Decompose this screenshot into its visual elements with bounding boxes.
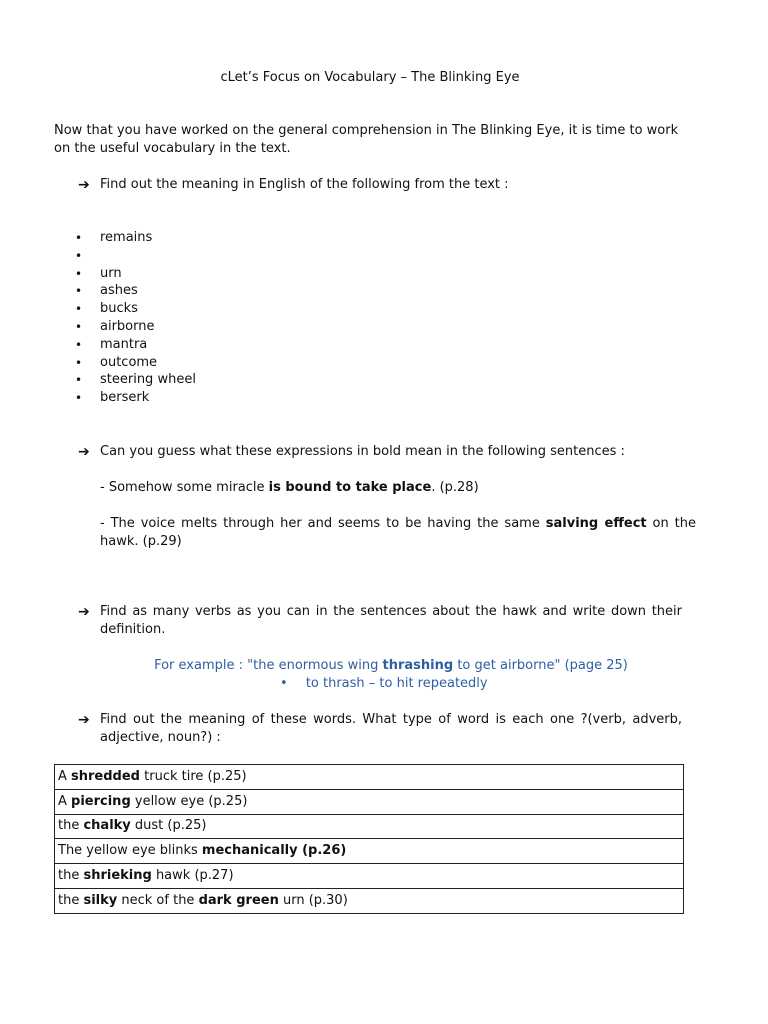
- cell-text: truck tire (p.25): [140, 768, 247, 784]
- cell-text: dust (p.25): [130, 818, 207, 834]
- bullet-icon: •: [280, 676, 288, 691]
- intro-paragraph: Now that you have worked on the general comprehension in The Blinking Eye, it is time to work on the useful vocabulary in the text.: [54, 123, 679, 156]
- bullet-icon: •: [75, 231, 83, 245]
- bold-expression: is bound to take place: [268, 480, 432, 495]
- definition-text: to thrash – to hit repeatedly: [305, 676, 488, 691]
- bold-word: silky: [83, 892, 118, 908]
- task-guess-expressions: [78, 443, 678, 461]
- bullet-icon: •: [75, 337, 83, 352]
- table-cell: [55, 888, 684, 913]
- arrow-right-icon: ➔: [78, 177, 90, 193]
- table-cell: [55, 839, 684, 864]
- example-text: For example : "the enormous wing: [154, 658, 383, 673]
- example-definition: [280, 675, 488, 693]
- cell-text: A: [58, 793, 72, 809]
- cell-text: the: [58, 818, 84, 834]
- task-word-types: [78, 711, 682, 747]
- vocabulary-word: ashes: [100, 283, 138, 299]
- bullet-icon: •: [75, 248, 83, 263]
- arrow-right-icon: ➔: [78, 712, 90, 728]
- vocabulary-word: outcome: [100, 354, 158, 370]
- cell-text: the: [58, 892, 84, 908]
- vocabulary-word: steering wheel: [100, 372, 196, 388]
- sentence-text: . (p.28): [431, 480, 479, 495]
- example-sentence-2: [100, 515, 696, 551]
- bold-word: dark green: [198, 892, 279, 908]
- table-cell: [55, 789, 684, 814]
- vocabulary-word: bucks: [100, 301, 138, 317]
- vocabulary-word: airborne: [100, 318, 155, 334]
- vocabulary-word: berserk: [100, 390, 150, 406]
- table-row: [55, 839, 684, 864]
- bullet-icon: •: [75, 319, 83, 334]
- task-text: Can you guess what these expressions in bold mean in the following sentences :: [100, 444, 625, 459]
- bullet-icon: •: [75, 284, 83, 299]
- task-text: Find out the meaning in English of the following from the text :: [100, 177, 509, 192]
- example-line: [0, 657, 768, 675]
- cell-text: urn (p.30): [278, 892, 348, 908]
- arrow-right-icon: ➔: [78, 604, 90, 620]
- bullet-icon: •: [75, 302, 83, 317]
- table-row: [55, 888, 684, 913]
- table-cell: [55, 814, 684, 839]
- sentence-text: - Somehow some miracle: [100, 480, 269, 495]
- task-text: Find out the meaning of these words. What type of word is each one ?(verb, adverb, adjective, noun?) :: [100, 712, 682, 745]
- bold-word: shredded: [71, 768, 140, 784]
- table-row: [55, 789, 684, 814]
- cell-text: the: [58, 868, 84, 884]
- bullet-icon: •: [75, 355, 83, 370]
- sentence-text: - The voice melts through her and seems to be having the same: [100, 516, 546, 531]
- table-row: [55, 864, 684, 889]
- table-row: [55, 814, 684, 839]
- vocabulary-word: mantra: [100, 336, 148, 352]
- cell-text: A: [58, 768, 72, 784]
- bullet-icon: •: [75, 373, 83, 388]
- document-title: cLet’s Focus on Vocabulary – The Blinking Eye: [220, 70, 520, 85]
- bold-expression: salving effect: [545, 516, 647, 531]
- task-find-meaning: [78, 176, 678, 194]
- table-cell: [55, 765, 684, 790]
- bullet-icon: •: [75, 391, 83, 406]
- example-bold-word: thrashing: [382, 658, 454, 673]
- table-row: [55, 765, 684, 790]
- cell-text: The yellow eye blinks: [58, 843, 202, 859]
- cell-text: hawk (p.27): [151, 868, 234, 884]
- cell-text: neck of the: [117, 892, 199, 908]
- vocabulary-word: urn: [100, 265, 122, 281]
- vocabulary-word: remains: [100, 230, 153, 245]
- bold-word: chalky: [83, 818, 131, 834]
- bold-word: shrieking: [83, 868, 152, 884]
- bold-word: mechanically (p.26): [201, 843, 347, 859]
- sentence-text: on the hawk. (p.29): [100, 516, 696, 549]
- bold-word: piercing: [71, 793, 131, 809]
- table-cell: [55, 864, 684, 889]
- task-text: Find as many verbs as you can in the sentences about the hawk and write down their definition.: [100, 604, 682, 637]
- example-text: to get airborne" (page 25): [453, 658, 628, 673]
- example-sentence-1: [100, 479, 479, 497]
- task-find-verbs: [78, 603, 682, 639]
- bullet-icon: •: [75, 266, 83, 281]
- cell-text: yellow eye (p.25): [130, 793, 248, 809]
- arrow-right-icon: ➔: [78, 444, 90, 460]
- vocabulary-table: [54, 764, 684, 914]
